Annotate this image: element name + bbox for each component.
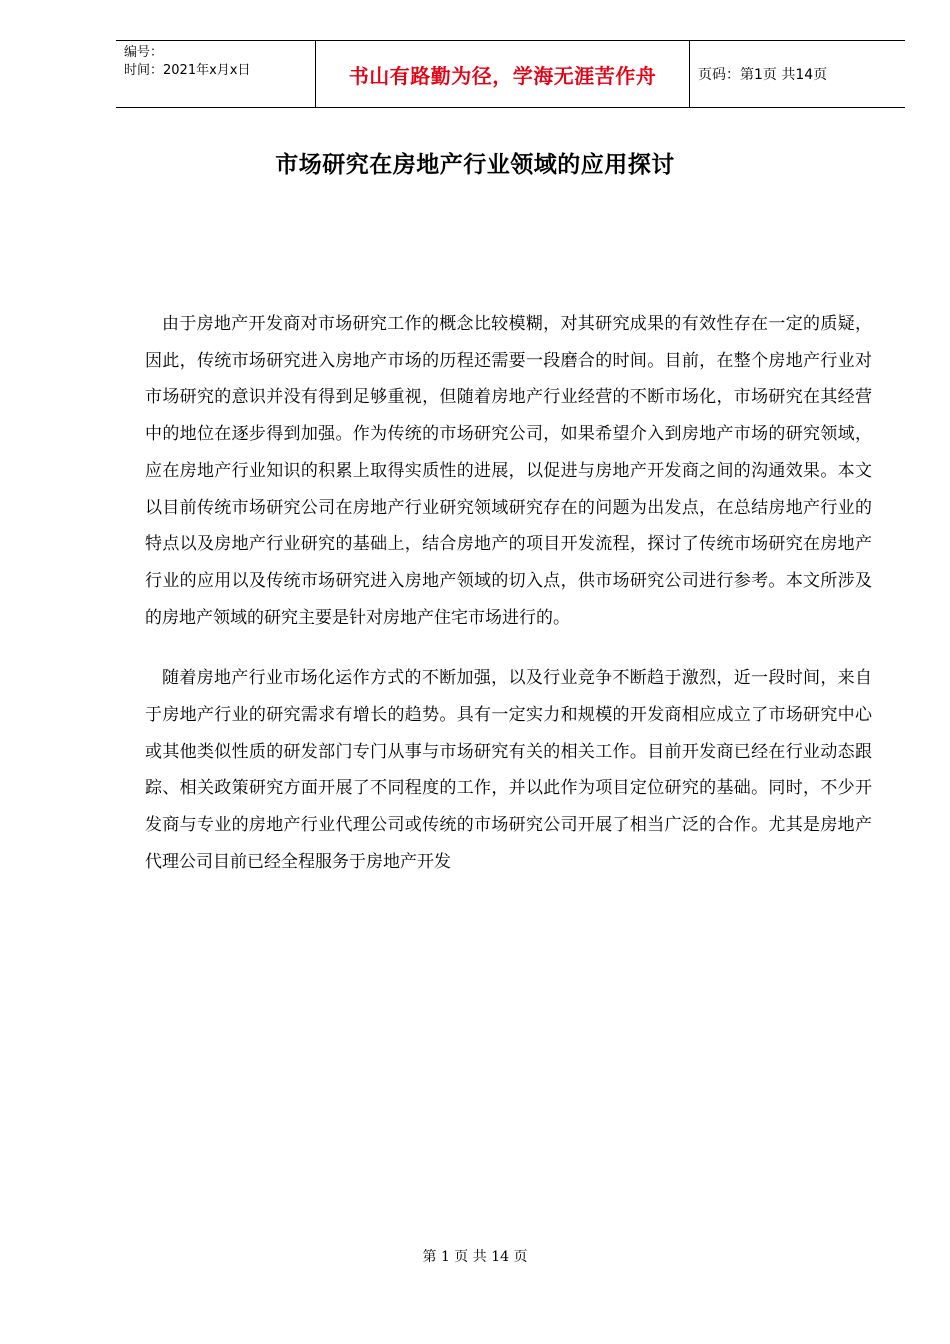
document-number-label: 编号： — [124, 45, 164, 60]
document-title: 市场研究在房地产行业领域的应用探讨 — [275, 152, 675, 178]
header-meta-cell — [116, 41, 316, 107]
footer-page-number: 第 1 页 共 14 页 — [422, 1249, 528, 1265]
body-paragraph: 由于房地产开发商对市场研究工作的概念比较模糊，对其研究成果的有效性存在一定的质疑，因此，传统市场研究进入房地产市场的历程还需要一段磨合的时间。目前，在整个房地产行业对市场研究的意识并没有得到足够重视，但随着房地产行业经营的不断市场化，市场研究在其经营中的地位在逐步得到加强。作为传统的市场研究公司，如果希望介入到房地产市场的研究领域，应在房地产行业知识的积累上取得实质性的进展，以促进与房地产开发商之间的沟通效果。本文以目前传统市场研究公司在房地产行业研究领域研究存在的问题为出发点，在总结房地产行业的特点以及房地产行业研究的基础上，结合房地产的项目开发流程，探讨了传统市场研究在房地产行业的应用以及传统市场研究进入房地产领域的切入点，供市场研究公司进行参考。本文所涉及的房地产领域的研究主要是针对房地产住宅市场进行的。 — [145, 314, 872, 628]
header-motto-cell — [316, 41, 690, 107]
body-paragraph: 随着房地产行业市场化运作方式的不断加强，以及行业竞争不断趋于激烈，近一段时间，来自于房地产行业的研究需求有增长的趋势。具有一定实力和规模的开发商相应成立了市场研究中心或其他类似性质的研发部门专门从事与市场研究有关的相关工作。目前开发商已经在行业动态跟踪、相关政策研究方面开展了不同程度的工作，并以此作为项目定位研究的基础。同时，不少开发商与专业的房地产行业代理公司或传统的市场研究公司开展了相当广泛的合作。尤其是房地产代理公司目前已经全程服务于房地产开发 — [145, 668, 872, 872]
header-page-cell — [690, 41, 905, 107]
document-time-label: 时间：2021年x月x日 — [124, 63, 251, 78]
header-motto: 书山有路勤为径，学海无涯苦作舟 — [348, 63, 657, 88]
header-page-info: 页码：第1页 共14页 — [698, 67, 828, 83]
header-table — [116, 40, 905, 108]
document-body — [145, 306, 872, 881]
